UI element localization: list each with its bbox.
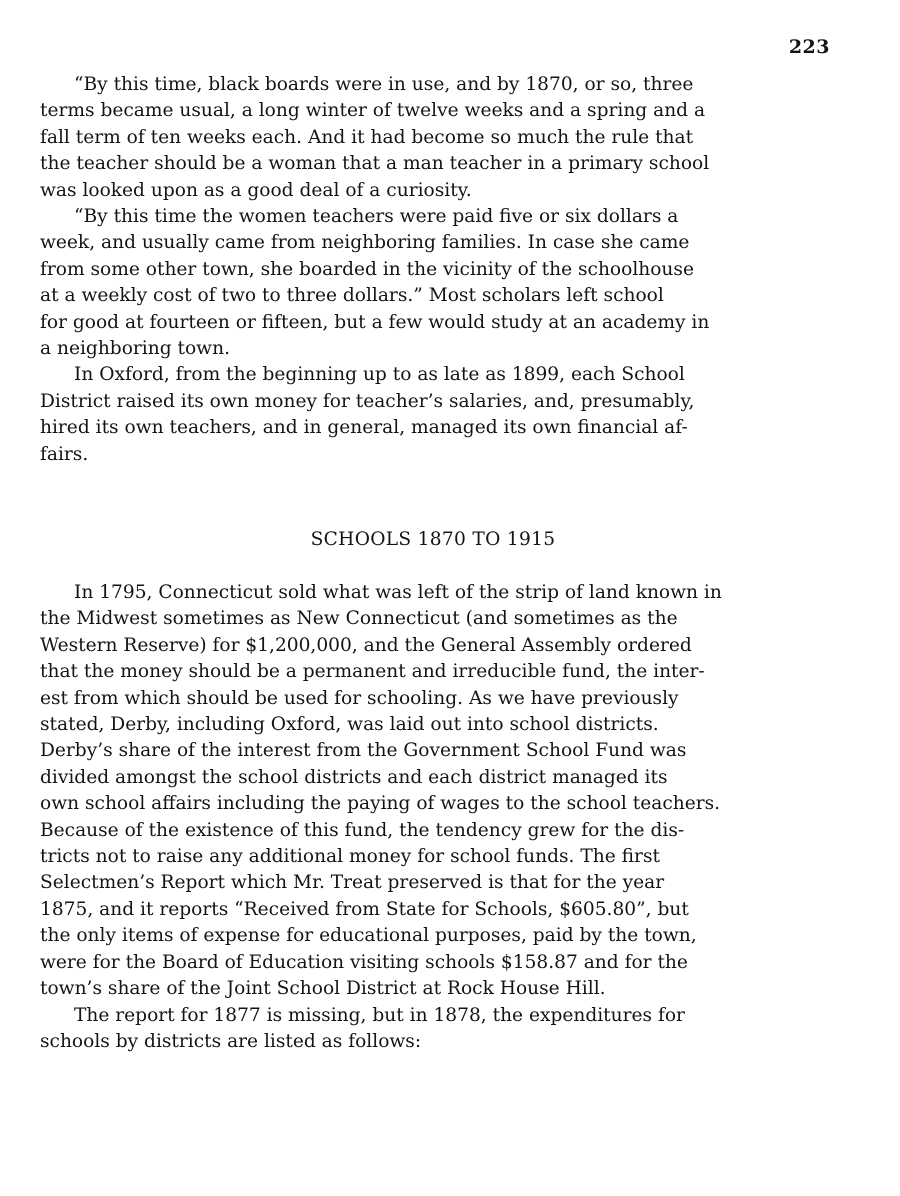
text-line: In 1795, Connecticut sold what was left of the strip of land known in xyxy=(74,582,722,603)
text-line: divided amongst the school districts and each district managed its xyxy=(40,766,668,788)
text-line: District raised its own money for teacher’s salaries, and, presumably, xyxy=(40,390,695,412)
text-line: were for the Board of Education visiting schools $158.87 and for the xyxy=(40,951,688,973)
text-line: fairs. xyxy=(40,443,89,465)
paragraph xyxy=(40,580,840,1003)
text-line: stated, Derby, including Oxford, was laid out into school districts. xyxy=(40,714,659,736)
bottom-text-block xyxy=(40,580,840,1055)
page-number: 223 xyxy=(788,36,830,58)
text-line: town’s share of the Joint School District at Rock House Hill. xyxy=(40,978,606,1000)
text-line: a neighboring town. xyxy=(40,338,230,360)
text-line: week, and usually came from neighboring families. In case she came xyxy=(40,232,690,254)
text-line: the teacher should be a woman that a man teacher in a primary school xyxy=(40,153,710,175)
paragraph xyxy=(40,72,840,204)
text-line: 1875, and it reports “Received from State for Schools, $605.80”, but xyxy=(40,898,689,920)
text-line: schools by districts are listed as follows: xyxy=(40,1030,422,1052)
text-line: the Midwest sometimes as New Connecticut (and sometimes as the xyxy=(40,608,678,630)
paragraph xyxy=(40,204,840,362)
text-line: own school affairs including the paying of wages to the school teachers. xyxy=(40,793,721,815)
text-line: for good at fourteen or fifteen, but a few would study at an academy in xyxy=(40,311,710,333)
text-line: Because of the existence of this fund, the tendency grew for the dis- xyxy=(40,819,685,841)
paragraph xyxy=(40,1003,840,1056)
text-line: Selectmen’s Report which Mr. Treat preserved is that for the year xyxy=(40,872,665,894)
top-text-block xyxy=(40,72,840,468)
text-line: tricts not to raise any additional money for school funds. The first xyxy=(40,846,660,868)
paragraph xyxy=(40,362,840,468)
section-heading: SCHOOLS 1870 TO 1915 xyxy=(310,529,556,550)
text-line: In Oxford, from the beginning up to as late as 1899, each School xyxy=(74,364,685,386)
text-line: est from which should be used for schooling. As we have previously xyxy=(40,687,679,709)
text-line: hired its own teachers, and in general, managed its own financial af- xyxy=(40,417,688,439)
text-line: at a weekly cost of two to three dollars.” Most scholars left school xyxy=(40,285,664,307)
text-line: “By this time, black boards were in use, and by 1870, or so, three xyxy=(74,74,694,95)
text-line: from some other town, she boarded in the vicinity of the schoolhouse xyxy=(40,258,694,280)
text-line: was looked upon as a good deal of a curiosity. xyxy=(40,179,472,201)
text-line: “By this time the women teachers were paid five or six dollars a xyxy=(74,206,679,228)
text-line: the only items of expense for educational purposes, paid by the town, xyxy=(40,925,697,947)
text-line: Western Reserve) for $1,200,000, and the General Assembly ordered xyxy=(40,634,692,656)
text-line: fall term of ten weeks each. And it had become so much the rule that xyxy=(40,126,694,148)
text-line: The report for 1877 is missing, but in 1878, the expenditures for xyxy=(74,1004,685,1026)
text-line: terms became usual, a long winter of twelve weeks and a spring and a xyxy=(40,100,706,122)
text-line: Derby’s share of the interest from the Government School Fund was xyxy=(40,740,687,762)
text-line: that the money should be a permanent and irreducible fund, the inter- xyxy=(40,661,705,683)
